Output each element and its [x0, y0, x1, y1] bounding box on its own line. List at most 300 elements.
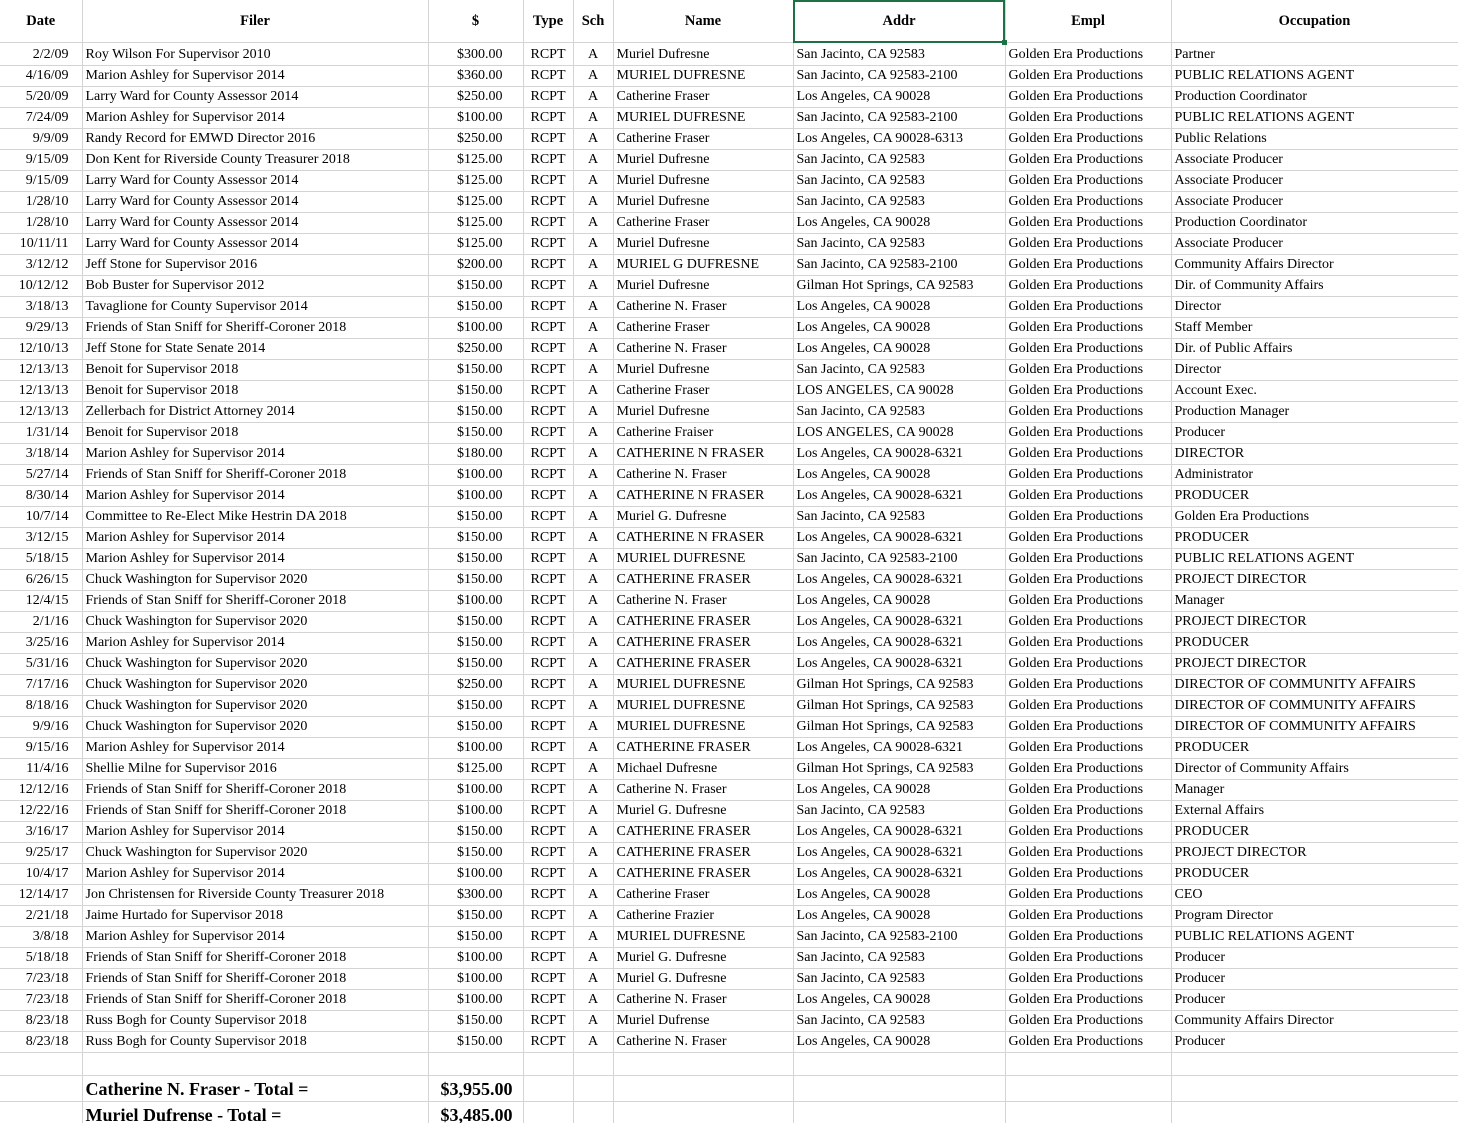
cell-occupation[interactable]: Community Affairs Director: [1171, 255, 1458, 276]
cell-sch[interactable]: A: [573, 990, 613, 1011]
cell-date[interactable]: 10/12/12: [0, 276, 82, 297]
cell-filer[interactable]: Chuck Washington for Supervisor 2020: [82, 843, 428, 864]
header-empl[interactable]: Empl: [1005, 0, 1171, 43]
cell-occupation[interactable]: PUBLIC RELATIONS AGENT: [1171, 549, 1458, 570]
cell[interactable]: [1171, 1102, 1458, 1123]
cell-name[interactable]: MURIEL DUFRESNE: [613, 675, 793, 696]
cell-sch[interactable]: A: [573, 486, 613, 507]
cell-occupation[interactable]: PRODUCER: [1171, 738, 1458, 759]
cell-amount[interactable]: $100.00: [428, 801, 523, 822]
cell-addr[interactable]: Los Angeles, CA 90028-6321: [793, 528, 1005, 549]
cell-empl[interactable]: Golden Era Productions: [1005, 150, 1171, 171]
cell-type[interactable]: RCPT: [523, 906, 573, 927]
cell-filer[interactable]: Marion Ashley for Supervisor 2014: [82, 633, 428, 654]
cell-amount[interactable]: $150.00: [428, 276, 523, 297]
cell-occupation[interactable]: Partner: [1171, 43, 1458, 66]
cell[interactable]: [428, 1053, 523, 1076]
cell[interactable]: [1171, 1053, 1458, 1076]
cell-name[interactable]: CATHERINE FRASER: [613, 654, 793, 675]
cell-filer[interactable]: Jon Christensen for Riverside County Treasurer 2018: [82, 885, 428, 906]
cell-type[interactable]: RCPT: [523, 129, 573, 150]
cell-date[interactable]: 3/12/15: [0, 528, 82, 549]
cell-sch[interactable]: A: [573, 969, 613, 990]
cell-filer[interactable]: Jaime Hurtado for Supervisor 2018: [82, 906, 428, 927]
cell-sch[interactable]: A: [573, 780, 613, 801]
cell-filer[interactable]: Friends of Stan Sniff for Sheriff-Coroner 2018: [82, 318, 428, 339]
cell-empl[interactable]: Golden Era Productions: [1005, 276, 1171, 297]
cell-filer[interactable]: Larry Ward for County Assessor 2014: [82, 192, 428, 213]
cell-occupation[interactable]: Community Affairs Director: [1171, 1011, 1458, 1032]
cell-name[interactable]: Muriel Dufresne: [613, 43, 793, 66]
cell-type[interactable]: RCPT: [523, 402, 573, 423]
cell-filer[interactable]: Larry Ward for County Assessor 2014: [82, 213, 428, 234]
cell[interactable]: [573, 1076, 613, 1102]
cell-addr[interactable]: Gilman Hot Springs, CA 92583: [793, 276, 1005, 297]
cell-addr[interactable]: Los Angeles, CA 90028: [793, 885, 1005, 906]
cell-addr[interactable]: San Jacinto, CA 92583: [793, 801, 1005, 822]
cell-empl[interactable]: Golden Era Productions: [1005, 528, 1171, 549]
cell-name[interactable]: Muriel G. Dufresne: [613, 948, 793, 969]
cell-sch[interactable]: A: [573, 43, 613, 66]
cell-type[interactable]: RCPT: [523, 717, 573, 738]
cell-occupation[interactable]: DIRECTOR OF COMMUNITY AFFAIRS: [1171, 717, 1458, 738]
cell-sch[interactable]: A: [573, 801, 613, 822]
cell-empl[interactable]: Golden Era Productions: [1005, 255, 1171, 276]
header-type[interactable]: Type: [523, 0, 573, 43]
cell-type[interactable]: RCPT: [523, 213, 573, 234]
cell-addr[interactable]: Gilman Hot Springs, CA 92583: [793, 759, 1005, 780]
cell-addr[interactable]: Gilman Hot Springs, CA 92583: [793, 717, 1005, 738]
cell-empl[interactable]: Golden Era Productions: [1005, 129, 1171, 150]
cell-occupation[interactable]: Producer: [1171, 1032, 1458, 1053]
total-amount[interactable]: $3,955.00: [428, 1076, 523, 1102]
cell-addr[interactable]: Los Angeles, CA 90028-6321: [793, 633, 1005, 654]
cell-addr[interactable]: San Jacinto, CA 92583: [793, 150, 1005, 171]
cell-addr[interactable]: San Jacinto, CA 92583: [793, 43, 1005, 66]
header-name[interactable]: Name: [613, 0, 793, 43]
cell-name[interactable]: Catherine Fraser: [613, 87, 793, 108]
cell-date[interactable]: 1/28/10: [0, 213, 82, 234]
cell-name[interactable]: Muriel Dufresne: [613, 171, 793, 192]
cell-amount[interactable]: $150.00: [428, 507, 523, 528]
cell-occupation[interactable]: Staff Member: [1171, 318, 1458, 339]
header-addr-selected-cell[interactable]: Addr: [793, 0, 1005, 43]
cell-filer[interactable]: Russ Bogh for County Supervisor 2018: [82, 1032, 428, 1053]
cell-amount[interactable]: $250.00: [428, 675, 523, 696]
cell-empl[interactable]: Golden Era Productions: [1005, 822, 1171, 843]
cell-filer[interactable]: Randy Record for EMWD Director 2016: [82, 129, 428, 150]
cell-name[interactable]: CATHERINE N FRASER: [613, 444, 793, 465]
cell-sch[interactable]: A: [573, 1032, 613, 1053]
cell-filer[interactable]: Zellerbach for District Attorney 2014: [82, 402, 428, 423]
cell-empl[interactable]: Golden Era Productions: [1005, 381, 1171, 402]
cell-addr[interactable]: San Jacinto, CA 92583: [793, 948, 1005, 969]
cell-date[interactable]: 7/23/18: [0, 969, 82, 990]
cell-addr[interactable]: Los Angeles, CA 90028-6321: [793, 843, 1005, 864]
cell-date[interactable]: 9/15/09: [0, 150, 82, 171]
cell-addr[interactable]: Los Angeles, CA 90028-6321: [793, 486, 1005, 507]
cell-type[interactable]: RCPT: [523, 1011, 573, 1032]
cell-name[interactable]: Muriel Dufrense: [613, 1011, 793, 1032]
cell-addr[interactable]: Los Angeles, CA 90028: [793, 318, 1005, 339]
header-sch[interactable]: Sch: [573, 0, 613, 43]
cell-addr[interactable]: San Jacinto, CA 92583-2100: [793, 66, 1005, 87]
cell-empl[interactable]: Golden Era Productions: [1005, 43, 1171, 66]
cell-type[interactable]: RCPT: [523, 1032, 573, 1053]
cell-empl[interactable]: Golden Era Productions: [1005, 591, 1171, 612]
cell-name[interactable]: Catherine Fraiser: [613, 423, 793, 444]
cell-occupation[interactable]: Producer: [1171, 423, 1458, 444]
cell-name[interactable]: Catherine Fraser: [613, 129, 793, 150]
cell-amount[interactable]: $150.00: [428, 1011, 523, 1032]
cell-addr[interactable]: San Jacinto, CA 92583: [793, 1011, 1005, 1032]
cell-empl[interactable]: Golden Era Productions: [1005, 507, 1171, 528]
cell-date[interactable]: 3/18/13: [0, 297, 82, 318]
cell-occupation[interactable]: Producer: [1171, 990, 1458, 1011]
cell-sch[interactable]: A: [573, 759, 613, 780]
cell-type[interactable]: RCPT: [523, 444, 573, 465]
cell-date[interactable]: 1/31/14: [0, 423, 82, 444]
cell-type[interactable]: RCPT: [523, 990, 573, 1011]
cell-occupation[interactable]: PUBLIC RELATIONS AGENT: [1171, 108, 1458, 129]
cell-occupation[interactable]: Associate Producer: [1171, 171, 1458, 192]
cell-date[interactable]: 12/22/16: [0, 801, 82, 822]
cell[interactable]: [523, 1102, 573, 1123]
cell-name[interactable]: MURIEL DUFRESNE: [613, 549, 793, 570]
cell-type[interactable]: RCPT: [523, 675, 573, 696]
cell-date[interactable]: 7/23/18: [0, 990, 82, 1011]
cell-empl[interactable]: Golden Era Productions: [1005, 696, 1171, 717]
cell-occupation[interactable]: Associate Producer: [1171, 192, 1458, 213]
cell-amount[interactable]: $100.00: [428, 780, 523, 801]
cell-name[interactable]: Catherine N. Fraser: [613, 465, 793, 486]
cell-sch[interactable]: A: [573, 192, 613, 213]
cell-filer[interactable]: Don Kent for Riverside County Treasurer 2018: [82, 150, 428, 171]
cell-filer[interactable]: Friends of Stan Sniff for Sheriff-Coroner 2018: [82, 465, 428, 486]
cell-addr[interactable]: Los Angeles, CA 90028: [793, 990, 1005, 1011]
cell[interactable]: [0, 1102, 82, 1123]
cell-date[interactable]: 8/23/18: [0, 1011, 82, 1032]
cell-amount[interactable]: $150.00: [428, 696, 523, 717]
cell-occupation[interactable]: CEO: [1171, 885, 1458, 906]
cell-addr[interactable]: San Jacinto, CA 92583-2100: [793, 549, 1005, 570]
cell-occupation[interactable]: Associate Producer: [1171, 234, 1458, 255]
cell-type[interactable]: RCPT: [523, 360, 573, 381]
cell-sch[interactable]: A: [573, 150, 613, 171]
cell-filer[interactable]: Marion Ashley for Supervisor 2014: [82, 528, 428, 549]
cell-sch[interactable]: A: [573, 381, 613, 402]
cell-amount[interactable]: $100.00: [428, 318, 523, 339]
cell-sch[interactable]: A: [573, 822, 613, 843]
cell-date[interactable]: 1/28/10: [0, 192, 82, 213]
cell-empl[interactable]: Golden Era Productions: [1005, 1011, 1171, 1032]
cell-empl[interactable]: Golden Era Productions: [1005, 570, 1171, 591]
cell-sch[interactable]: A: [573, 717, 613, 738]
cell-amount[interactable]: $125.00: [428, 759, 523, 780]
cell-sch[interactable]: A: [573, 570, 613, 591]
cell-type[interactable]: RCPT: [523, 339, 573, 360]
cell-empl[interactable]: Golden Era Productions: [1005, 87, 1171, 108]
cell-date[interactable]: 7/17/16: [0, 675, 82, 696]
cell-name[interactable]: MURIEL DUFRESNE: [613, 108, 793, 129]
cell-date[interactable]: 9/15/16: [0, 738, 82, 759]
cell-sch[interactable]: A: [573, 234, 613, 255]
cell-sch[interactable]: A: [573, 129, 613, 150]
cell-sch[interactable]: A: [573, 885, 613, 906]
cell-addr[interactable]: Los Angeles, CA 90028: [793, 339, 1005, 360]
cell-date[interactable]: 10/11/11: [0, 234, 82, 255]
cell-date[interactable]: 3/12/12: [0, 255, 82, 276]
cell-date[interactable]: 12/14/17: [0, 885, 82, 906]
cell-filer[interactable]: Benoit for Supervisor 2018: [82, 381, 428, 402]
cell-empl[interactable]: Golden Era Productions: [1005, 885, 1171, 906]
total-amount[interactable]: $3,485.00: [428, 1102, 523, 1123]
cell-sch[interactable]: A: [573, 612, 613, 633]
cell-addr[interactable]: San Jacinto, CA 92583-2100: [793, 108, 1005, 129]
cell-amount[interactable]: $150.00: [428, 717, 523, 738]
cell-type[interactable]: RCPT: [523, 654, 573, 675]
cell-sch[interactable]: A: [573, 423, 613, 444]
cell-addr[interactable]: San Jacinto, CA 92583: [793, 192, 1005, 213]
cell-name[interactable]: Catherine N. Fraser: [613, 297, 793, 318]
cell-name[interactable]: Catherine N. Fraser: [613, 1032, 793, 1053]
cell-addr[interactable]: Gilman Hot Springs, CA 92583: [793, 696, 1005, 717]
cell-name[interactable]: Michael Dufresne: [613, 759, 793, 780]
cell-name[interactable]: Muriel G. Dufresne: [613, 969, 793, 990]
cell-addr[interactable]: Los Angeles, CA 90028: [793, 780, 1005, 801]
cell-addr[interactable]: Los Angeles, CA 90028-6321: [793, 864, 1005, 885]
cell-filer[interactable]: Marion Ashley for Supervisor 2014: [82, 108, 428, 129]
cell-filer[interactable]: Jeff Stone for Supervisor 2016: [82, 255, 428, 276]
cell-name[interactable]: Muriel Dufresne: [613, 192, 793, 213]
cell-empl[interactable]: Golden Era Productions: [1005, 486, 1171, 507]
cell-empl[interactable]: Golden Era Productions: [1005, 360, 1171, 381]
cell-type[interactable]: RCPT: [523, 465, 573, 486]
cell-addr[interactable]: San Jacinto, CA 92583: [793, 360, 1005, 381]
cell-addr[interactable]: San Jacinto, CA 92583-2100: [793, 255, 1005, 276]
cell[interactable]: [82, 1053, 428, 1076]
cell-amount[interactable]: $100.00: [428, 108, 523, 129]
cell-occupation[interactable]: Director of Community Affairs: [1171, 759, 1458, 780]
cell-amount[interactable]: $150.00: [428, 612, 523, 633]
cell-amount[interactable]: $150.00: [428, 633, 523, 654]
cell-name[interactable]: Catherine Fraser: [613, 885, 793, 906]
cell-sch[interactable]: A: [573, 948, 613, 969]
cell-occupation[interactable]: PRODUCER: [1171, 822, 1458, 843]
cell-date[interactable]: 10/7/14: [0, 507, 82, 528]
cell-name[interactable]: MURIEL DUFRESNE: [613, 927, 793, 948]
cell-sch[interactable]: A: [573, 675, 613, 696]
cell-amount[interactable]: $360.00: [428, 66, 523, 87]
cell-occupation[interactable]: PROJECT DIRECTOR: [1171, 570, 1458, 591]
cell-filer[interactable]: Friends of Stan Sniff for Sheriff-Coroner 2018: [82, 948, 428, 969]
cell-name[interactable]: Catherine N. Fraser: [613, 780, 793, 801]
cell-type[interactable]: RCPT: [523, 381, 573, 402]
cell-occupation[interactable]: PUBLIC RELATIONS AGENT: [1171, 927, 1458, 948]
cell-empl[interactable]: Golden Era Productions: [1005, 318, 1171, 339]
cell-occupation[interactable]: DIRECTOR: [1171, 444, 1458, 465]
cell-filer[interactable]: Chuck Washington for Supervisor 2020: [82, 654, 428, 675]
cell-amount[interactable]: $100.00: [428, 864, 523, 885]
cell-sch[interactable]: A: [573, 444, 613, 465]
cell-addr[interactable]: Los Angeles, CA 90028-6321: [793, 570, 1005, 591]
cell-type[interactable]: RCPT: [523, 192, 573, 213]
cell-date[interactable]: 10/4/17: [0, 864, 82, 885]
cell-date[interactable]: 8/18/16: [0, 696, 82, 717]
cell-empl[interactable]: Golden Era Productions: [1005, 801, 1171, 822]
cell-occupation[interactable]: Public Relations: [1171, 129, 1458, 150]
cell-type[interactable]: RCPT: [523, 87, 573, 108]
cell-occupation[interactable]: PRODUCER: [1171, 486, 1458, 507]
cell[interactable]: [1171, 1076, 1458, 1102]
cell-sch[interactable]: A: [573, 171, 613, 192]
cell-addr[interactable]: Los Angeles, CA 90028: [793, 906, 1005, 927]
cell-date[interactable]: 12/13/13: [0, 402, 82, 423]
cell-addr[interactable]: Gilman Hot Springs, CA 92583: [793, 675, 1005, 696]
cell-type[interactable]: RCPT: [523, 486, 573, 507]
cell-type[interactable]: RCPT: [523, 297, 573, 318]
cell-date[interactable]: 12/10/13: [0, 339, 82, 360]
cell-occupation[interactable]: PROJECT DIRECTOR: [1171, 612, 1458, 633]
cell-name[interactable]: MURIEL G DUFRESNE: [613, 255, 793, 276]
cell-date[interactable]: 3/16/17: [0, 822, 82, 843]
cell-empl[interactable]: Golden Era Productions: [1005, 759, 1171, 780]
cell[interactable]: [573, 1053, 613, 1076]
cell-amount[interactable]: $150.00: [428, 360, 523, 381]
cell-type[interactable]: RCPT: [523, 738, 573, 759]
cell-date[interactable]: 5/20/09: [0, 87, 82, 108]
cell-date[interactable]: 9/29/13: [0, 318, 82, 339]
cell-occupation[interactable]: PRODUCER: [1171, 864, 1458, 885]
header-date[interactable]: Date: [0, 0, 82, 43]
cell-name[interactable]: CATHERINE FRASER: [613, 864, 793, 885]
cell-type[interactable]: RCPT: [523, 696, 573, 717]
cell-type[interactable]: RCPT: [523, 108, 573, 129]
cell-amount[interactable]: $180.00: [428, 444, 523, 465]
cell-type[interactable]: RCPT: [523, 507, 573, 528]
cell-addr[interactable]: Los Angeles, CA 90028: [793, 465, 1005, 486]
cell-amount[interactable]: $300.00: [428, 43, 523, 66]
cell-empl[interactable]: Golden Era Productions: [1005, 633, 1171, 654]
cell-sch[interactable]: A: [573, 213, 613, 234]
cell-date[interactable]: 2/2/09: [0, 43, 82, 66]
cell-empl[interactable]: Golden Era Productions: [1005, 66, 1171, 87]
cell-date[interactable]: 3/18/14: [0, 444, 82, 465]
cell-amount[interactable]: $250.00: [428, 87, 523, 108]
cell-amount[interactable]: $100.00: [428, 738, 523, 759]
cell-sch[interactable]: A: [573, 843, 613, 864]
cell-occupation[interactable]: Golden Era Productions: [1171, 507, 1458, 528]
cell-sch[interactable]: A: [573, 528, 613, 549]
cell-name[interactable]: CATHERINE FRASER: [613, 570, 793, 591]
cell-amount[interactable]: $100.00: [428, 969, 523, 990]
cell-filer[interactable]: Chuck Washington for Supervisor 2020: [82, 570, 428, 591]
cell-empl[interactable]: Golden Era Productions: [1005, 654, 1171, 675]
cell-name[interactable]: Muriel G. Dufresne: [613, 507, 793, 528]
cell-filer[interactable]: Russ Bogh for County Supervisor 2018: [82, 1011, 428, 1032]
cell-type[interactable]: RCPT: [523, 969, 573, 990]
cell-amount[interactable]: $150.00: [428, 906, 523, 927]
cell-occupation[interactable]: External Affairs: [1171, 801, 1458, 822]
cell-occupation[interactable]: Production Coordinator: [1171, 87, 1458, 108]
cell-date[interactable]: 5/18/18: [0, 948, 82, 969]
cell-amount[interactable]: $150.00: [428, 822, 523, 843]
cell-name[interactable]: Catherine N. Fraser: [613, 990, 793, 1011]
cell-filer[interactable]: Bob Buster for Supervisor 2012: [82, 276, 428, 297]
cell-empl[interactable]: Golden Era Productions: [1005, 969, 1171, 990]
cell-date[interactable]: 6/26/15: [0, 570, 82, 591]
cell-occupation[interactable]: Production Coordinator: [1171, 213, 1458, 234]
cell-name[interactable]: Catherine N. Fraser: [613, 591, 793, 612]
cell-amount[interactable]: $125.00: [428, 171, 523, 192]
cell-name[interactable]: Catherine Fraser: [613, 213, 793, 234]
cell-addr[interactable]: San Jacinto, CA 92583: [793, 171, 1005, 192]
cell-empl[interactable]: Golden Era Productions: [1005, 192, 1171, 213]
cell-empl[interactable]: Golden Era Productions: [1005, 339, 1171, 360]
cell-amount[interactable]: $125.00: [428, 150, 523, 171]
cell-filer[interactable]: Friends of Stan Sniff for Sheriff-Coroner 2018: [82, 801, 428, 822]
cell-type[interactable]: RCPT: [523, 171, 573, 192]
cell-occupation[interactable]: Manager: [1171, 591, 1458, 612]
cell-type[interactable]: RCPT: [523, 801, 573, 822]
cell-name[interactable]: Catherine Fraser: [613, 318, 793, 339]
cell-empl[interactable]: Golden Era Productions: [1005, 612, 1171, 633]
cell-sch[interactable]: A: [573, 66, 613, 87]
cell[interactable]: [0, 1076, 82, 1102]
cell-date[interactable]: 12/13/13: [0, 360, 82, 381]
cell-name[interactable]: MURIEL DUFRESNE: [613, 66, 793, 87]
cell-type[interactable]: RCPT: [523, 612, 573, 633]
cell[interactable]: [613, 1102, 793, 1123]
cell-filer[interactable]: Friends of Stan Sniff for Sheriff-Coroner 2018: [82, 591, 428, 612]
cell-empl[interactable]: Golden Era Productions: [1005, 171, 1171, 192]
cell-amount[interactable]: $300.00: [428, 885, 523, 906]
cell-amount[interactable]: $100.00: [428, 465, 523, 486]
cell-type[interactable]: RCPT: [523, 633, 573, 654]
cell-amount[interactable]: $150.00: [428, 423, 523, 444]
cell-empl[interactable]: Golden Era Productions: [1005, 738, 1171, 759]
cell-amount[interactable]: $150.00: [428, 297, 523, 318]
cell-empl[interactable]: Golden Era Productions: [1005, 864, 1171, 885]
cell-name[interactable]: Muriel Dufresne: [613, 276, 793, 297]
cell-filer[interactable]: Marion Ashley for Supervisor 2014: [82, 822, 428, 843]
cell-amount[interactable]: $150.00: [428, 381, 523, 402]
cell-occupation[interactable]: Dir. of Public Affairs: [1171, 339, 1458, 360]
cell-date[interactable]: 9/9/16: [0, 717, 82, 738]
cell-type[interactable]: RCPT: [523, 255, 573, 276]
cell-date[interactable]: 5/31/16: [0, 654, 82, 675]
cell-amount[interactable]: $125.00: [428, 213, 523, 234]
cell-occupation[interactable]: PROJECT DIRECTOR: [1171, 843, 1458, 864]
cell-empl[interactable]: Golden Era Productions: [1005, 444, 1171, 465]
cell[interactable]: [613, 1076, 793, 1102]
cell-amount[interactable]: $150.00: [428, 570, 523, 591]
cell-occupation[interactable]: PROJECT DIRECTOR: [1171, 654, 1458, 675]
cell-sch[interactable]: A: [573, 507, 613, 528]
cell-addr[interactable]: Los Angeles, CA 90028: [793, 213, 1005, 234]
cell-date[interactable]: 12/12/16: [0, 780, 82, 801]
cell[interactable]: [1005, 1102, 1171, 1123]
cell-name[interactable]: Muriel Dufresne: [613, 360, 793, 381]
cell-amount[interactable]: $150.00: [428, 549, 523, 570]
cell[interactable]: [573, 1102, 613, 1123]
cell-addr[interactable]: San Jacinto, CA 92583: [793, 969, 1005, 990]
cell-occupation[interactable]: Program Director: [1171, 906, 1458, 927]
cell-date[interactable]: 12/4/15: [0, 591, 82, 612]
cell-filer[interactable]: Marion Ashley for Supervisor 2014: [82, 738, 428, 759]
cell-empl[interactable]: Golden Era Productions: [1005, 843, 1171, 864]
cell-filer[interactable]: Friends of Stan Sniff for Sheriff-Coroner 2018: [82, 780, 428, 801]
